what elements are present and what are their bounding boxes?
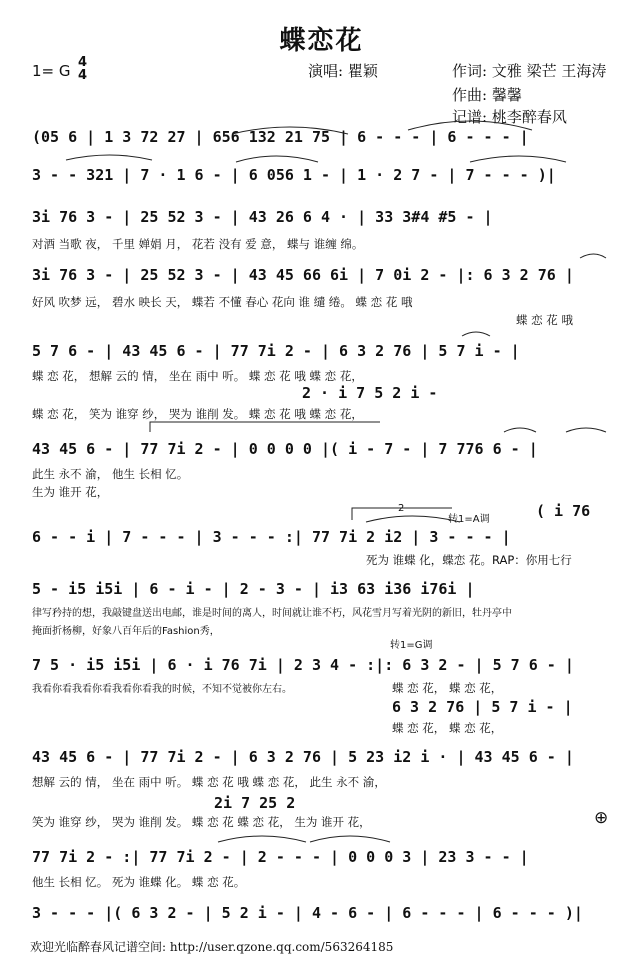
volta-2-bracket [352, 508, 452, 520]
modulation-a-label: 转1=A调 [448, 514, 490, 525]
composer-credit: 作曲: 馨馨 [452, 86, 522, 104]
score-row-6-notes: 43 45 6 - | 77 7i 2 - | 0 0 0 0 |( i - 7 - | 7 776 6 - | [32, 440, 538, 458]
score-row-8-notes: 5 - i5 i5i | 6 - i - | 2 - 3 - | i3 63 i36 i76i | [32, 580, 475, 598]
tie-row6-b [566, 428, 606, 432]
footer-link-text: 欢迎光临醉春风记谱空间: http://user.qzone.qq.com/563264185 [30, 940, 394, 954]
tie-row2-b [236, 156, 318, 162]
song-title: 蝶恋花 [279, 26, 364, 56]
coda-sign-icon: ⊕ [594, 808, 609, 828]
volta-2-label: 2 [398, 503, 405, 514]
score-row-11-notes: 77 7i 2 - :| 77 7i 2 - | 2 - - - | 0 0 0 3 | 23 3 - - | [32, 848, 529, 866]
score-row-5b-lyric: 蝶 恋 花， 笑为 谁穿 纱， 哭为 谁削 发。 蝶 恋 花 哦 蝶 恋 花， [32, 407, 363, 421]
score-row-4-notes: 3i 76 3 - | 25 52 3 - | 43 45 66 6i | 7 0i 2 - |: 6 3 2 76 | [32, 266, 574, 284]
transcriber-credit: 记谱: 桃李醉春风 [452, 108, 567, 126]
score-row-10-lyric: 想解 云的 情， 坐在 雨中 听。 蝶 恋 花 哦 蝶 恋 花， 此生 永不 渝， [32, 775, 386, 789]
score-row-12-notes: 3 - - - |( 6 3 2 - | 5 2 i - | 4 - 6 - | 6 - - - | 6 - - - )| [32, 904, 583, 922]
tie-row2-a [66, 155, 152, 160]
lyricist-credit: 作词: 文雅 梁芒 王海涛 [452, 62, 607, 80]
score-row-3-notes: 3i 76 3 - | 25 52 3 - | 43 26 6 4 · | 33 3#4 #5 - | [32, 208, 493, 226]
score-row-5-lyric: 蝶 恋 花， 想解 云的 情， 坐在 雨中 听。 蝶 恋 花 哦 蝶 恋 花， [32, 369, 363, 383]
score-row-6-lyric: 此生 永不 渝， 他生 长相 忆。 [32, 467, 189, 481]
score-row-10b-lyric: 笑为 谁穿 纱， 哭为 谁削 发。 蝶 恋 花 蝶 恋 花， 生为 谁开 花， [32, 815, 371, 829]
score-row-2-notes: 3 - - 321 | 7 · 1 6 - | 6 056 1 - | 1 · 2 7 - | 7 - - - )| [32, 166, 556, 184]
score-row-6-lyric-alt: 生为 谁开 花， [32, 485, 109, 499]
tie-row6-a [504, 428, 536, 432]
score-row-9-lyric: 我看你看我看你看我看你看我的时候，不知不觉被你左右。 [32, 684, 292, 695]
score-row-8-lyric-alt: 掩面折杨柳，好象八百年后的Fashion秀， [32, 626, 220, 637]
tie-row11-b [310, 836, 390, 842]
score-row-11-lyric: 他生 长相 忆。 死为 谁蝶 化。 蝶 恋 花。 [32, 875, 246, 889]
tie-row7-a [366, 516, 460, 522]
score-row-5b-notes: 2 · i 7 5 2 i - [302, 384, 438, 402]
tie-row11-a [218, 836, 306, 842]
score-row-8-lyric: 律写矜持的想，我敲键盘送出电邮，谁是时间的离人，时间就让谁不朽，风花雪月写着光阴的新旧，牡丹亭中 [32, 608, 512, 619]
score-row-4-lyric: 好风 吹梦 远， 碧水 映长 天， 蝶若 不懂 春心 花向 谁 缱 绻。 蝶 恋 花 哦 [32, 295, 413, 309]
score-row-7-lyric: 死为 谁蝶 化，蝶恋 花。RAP：你用七行 [366, 553, 572, 567]
key-signature: 1= G [32, 62, 71, 80]
volta-1-bracket [150, 422, 380, 432]
time-signature-top: 4 [78, 55, 88, 70]
modulation-g-label: 转1=G调 [390, 640, 433, 651]
tie-row2-c [470, 156, 566, 162]
score-row-7-notes: 6 - - i | 7 - - - | 3 - - - :| 77 7i 2 i2 | 3 - - - | [32, 528, 511, 546]
tie-row5-a [462, 332, 490, 336]
score-row-9-notes: 7 5 · i5 i5i | 6 · i 76 7i | 2 3 4 - :|: 6 3 2 - | 5 7 6 - | [32, 656, 574, 674]
score-row-3-lyric: 对酒 当歌 夜， 千里 婵娟 月， 花若 没有 爱 意， 蝶与 谁缠 绵。 [32, 237, 364, 251]
score-row-9b-notes: 6 3 2 76 | 5 7 i - | [392, 698, 573, 716]
score-row-9-lyric-alt: 蝶 恋 花， 蝶 恋 花， [392, 681, 503, 695]
score-row-10b-notes: 2i 7 25 2 [214, 794, 296, 812]
tie-row4-a [580, 254, 606, 258]
score-row-10-notes: 43 45 6 - | 77 7i 2 - | 6 3 2 76 | 5 23 i2 i · | 43 45 6 - | [32, 748, 574, 766]
score-row-5-notes: 5 7 6 - | 43 45 6 - | 77 7i 2 - | 6 3 2 76 | 5 7 i - | [32, 342, 520, 360]
score-row-7-tail-notes: ( i 76 [536, 502, 591, 520]
time-signature-bottom: 4 [78, 68, 88, 83]
tie-row1-b [408, 121, 532, 130]
tie-row1-a [232, 127, 348, 134]
score-row-9b-lyric: 蝶 恋 花， 蝶 恋 花， [392, 721, 503, 735]
singer-credit: 演唱: 瞿颖 [308, 62, 378, 80]
score-row-1-notes: (05 6 | 1 3 72 27 | 656 132 21 75 | 6 - - - | 6 - - - | [32, 128, 529, 146]
score-row-4-lyric-alt: 蝶 恋 花 哦 [516, 313, 573, 327]
